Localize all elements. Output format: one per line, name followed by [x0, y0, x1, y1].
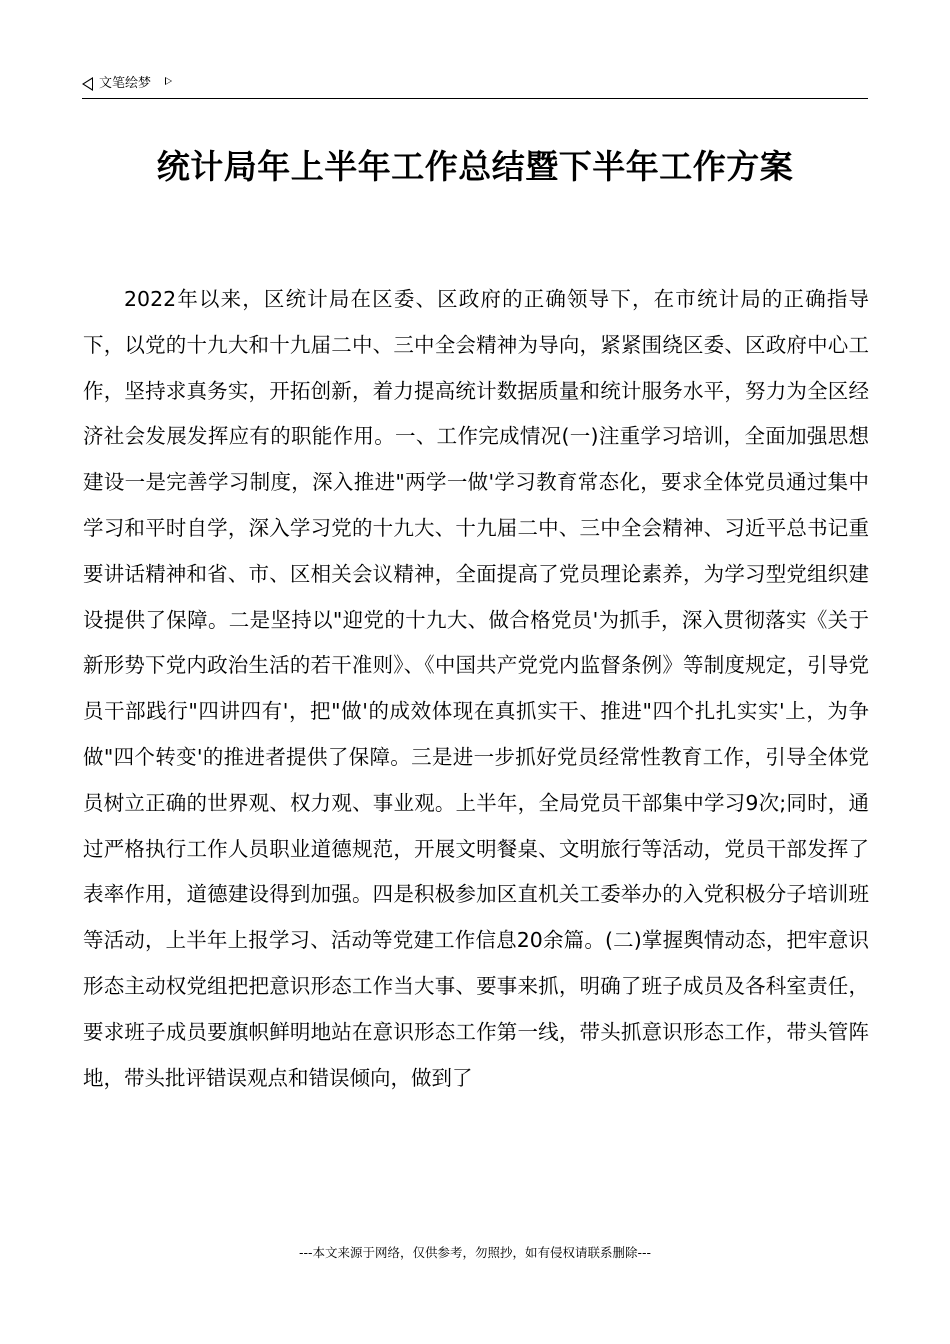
triangle-left-icon [82, 77, 93, 91]
triangle-right-icon [165, 77, 172, 85]
header-brand-group [82, 74, 172, 94]
document-body: 2022年以来，区统计局在区委、区政府的正确领导下，在市统计局的正确指导下，以党的十九大和十九届二中、三中全会精神为导向，紧紧围绕区委、区政府中心工作，坚持求真务实，开拓创新，着力提高统计数据质量和统计服务水平，努力为全区经济社会发展发挥应有的职能作用。一、工作完成情况(一)注重学习培训，全面加强思想建设一是完善学习制度，深入推进"两学一做'学习教育常态化，要求全体党员通过集中学习和平时自学，深入学习党的十九大、十九届二中、三中全会精神、习近平总书记重要讲话精神和省、市、区相关会议精神，全面提高了党员理论素养，为学习型党组织建设提供了保障。二是坚持以"迎党的十九大、做合格党员'为抓手，深入贯彻落实《关于新形势下党内政治生活的若干准则》、《中国共产党党内监督条例》等制度规定，引导党员干部践行"四讲四有'，把"做'的成效体现在真抓实干、推进"四个扎扎实实'上，为争做"四个转变'的推进者提供了保障。三是进一步抓好党员经常性教育工作，引导全体党员树立正确的世界观、权力观、事业观。上半年，全局党员干部集中学习9次;同时，通过严格执行工作人员职业道德规范，开展文明餐桌、文明旅行等活动，党员干部发挥了表率作用，道德建设得到加强。四是积极参加区直机关工委举办的入党积极分子培训班等活动，上半年上报学习、活动等党建工作信息20余篇。(二)掌握舆情动态，把牢意识形态主动权党组把把意识形态工作当大事、要事来抓，明确了班子成员及各科室责任，要求班子成员要旗帜鲜明地站在意识形态工作第一线，带头抓意识形态工作，带头管阵地，带头批评错误观点和错误倾向，做到了 [83, 287, 869, 1090]
document-title: 统计局年上半年工作总结暨下半年工作方案 [156, 147, 794, 186]
footer-notice: ---本文来源于网络，仅供参考，勿照抄，如有侵权请联系删除--- [298, 1245, 652, 1260]
page-header [82, 72, 868, 99]
header-brand: 文笔绘梦 [99, 76, 152, 91]
